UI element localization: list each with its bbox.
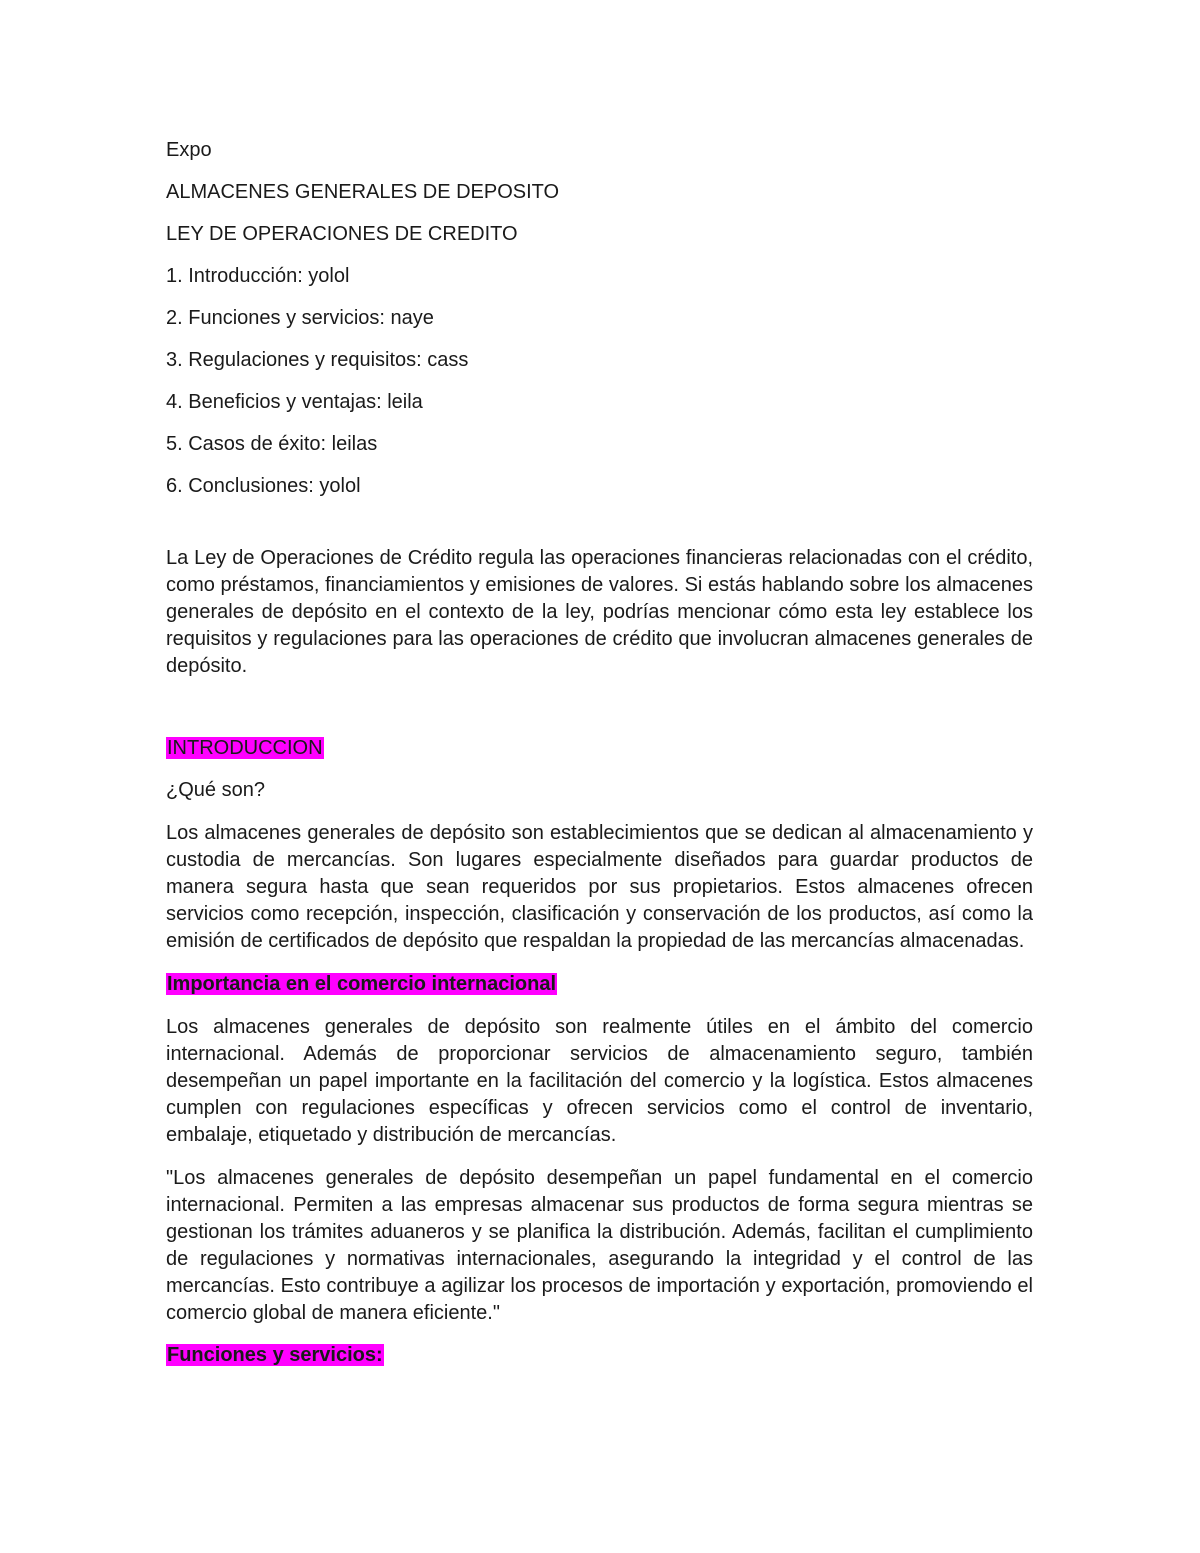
section-importancia [166,972,1033,997]
section-introduccion [166,736,1033,761]
importancia-paragraph: Los almacenes generales de depósito son realmente útiles en el ámbito del comercio internacional. Además de proporcionar servicios de almacenamiento seguro, también desempeñan un papel importante en la facilitación del comercio y la logística. Estos almacenes cumplen con regulaciones específicas y ofrecen servicios como el control de inventario, embalaje, etiquetado y distribución de mercancías. [166,1016,1033,1146]
doc-title-ley: LEY DE OPERACIONES DE CREDITO [166,223,518,245]
section-importancia-label: Importancia en el comercio internacional [167,973,557,995]
outline-item: 5. Casos de éxito: leilas [166,433,378,455]
section-funciones [166,1343,1033,1368]
outline-item: 3. Regulaciones y requisitos: cass [166,349,469,371]
intro-paragraph: La Ley de Operaciones de Crédito regula las operaciones financieras relacionadas con el crédito, como préstamos, financiamientos y emisiones de valores. Si estás hablando sobre los almacenes generales de depósito en el contexto de la ley, podrías mencionar cómo esta ley establece los requisitos y regulaciones para las operaciones de crédito que involucran almacenes generales de depósito. [166,547,1033,677]
doc-expo: Expo [166,139,212,161]
outline-item: 1. Introducción: yolol [166,265,350,287]
outline-item: 2. Funciones y servicios: naye [166,307,434,329]
que-son-paragraph: Los almacenes generales de depósito son establecimientos que se dedican al almacenamiento y custodia de mercancías. Son lugares especialmente diseñados para guardar productos de manera segura hasta que sean requeridos por sus propietarios. Estos almacenes ofrecen servicios como recepción, inspección, clasificación y conservación de los productos, así como la emisión de certificados de depósito que respaldan la propiedad de las mercancías almacenadas. [166,822,1033,952]
question-que-son: ¿Qué son? [166,779,265,801]
outline-list [166,264,1033,499]
document-page [166,138,1033,1385]
section-introduccion-label: INTRODUCCION [167,737,323,759]
section-funciones-label: Funciones y servicios: [167,1344,383,1366]
outline-item: 6. Conclusiones: yolol [166,475,361,497]
outline-item: 4. Beneficios y ventajas: leila [166,391,423,413]
doc-title-almacenes: ALMACENES GENERALES DE DEPOSITO [166,181,560,203]
importancia-quote-paragraph: "Los almacenes generales de depósito desempeñan un papel fundamental en el comercio internacional. Permiten a las empresas almacenar sus productos de forma segura mientras se gestionan los trámites aduaneros y se planifica la distribución. Además, facilitan el cumplimiento de regulaciones y normativas internacionales, asegurando la integridad y el control de las mercancías. Esto contribuye a agilizar los procesos de importación y exportación, promoviendo el comercio global de manera eficiente." [166,1167,1033,1324]
